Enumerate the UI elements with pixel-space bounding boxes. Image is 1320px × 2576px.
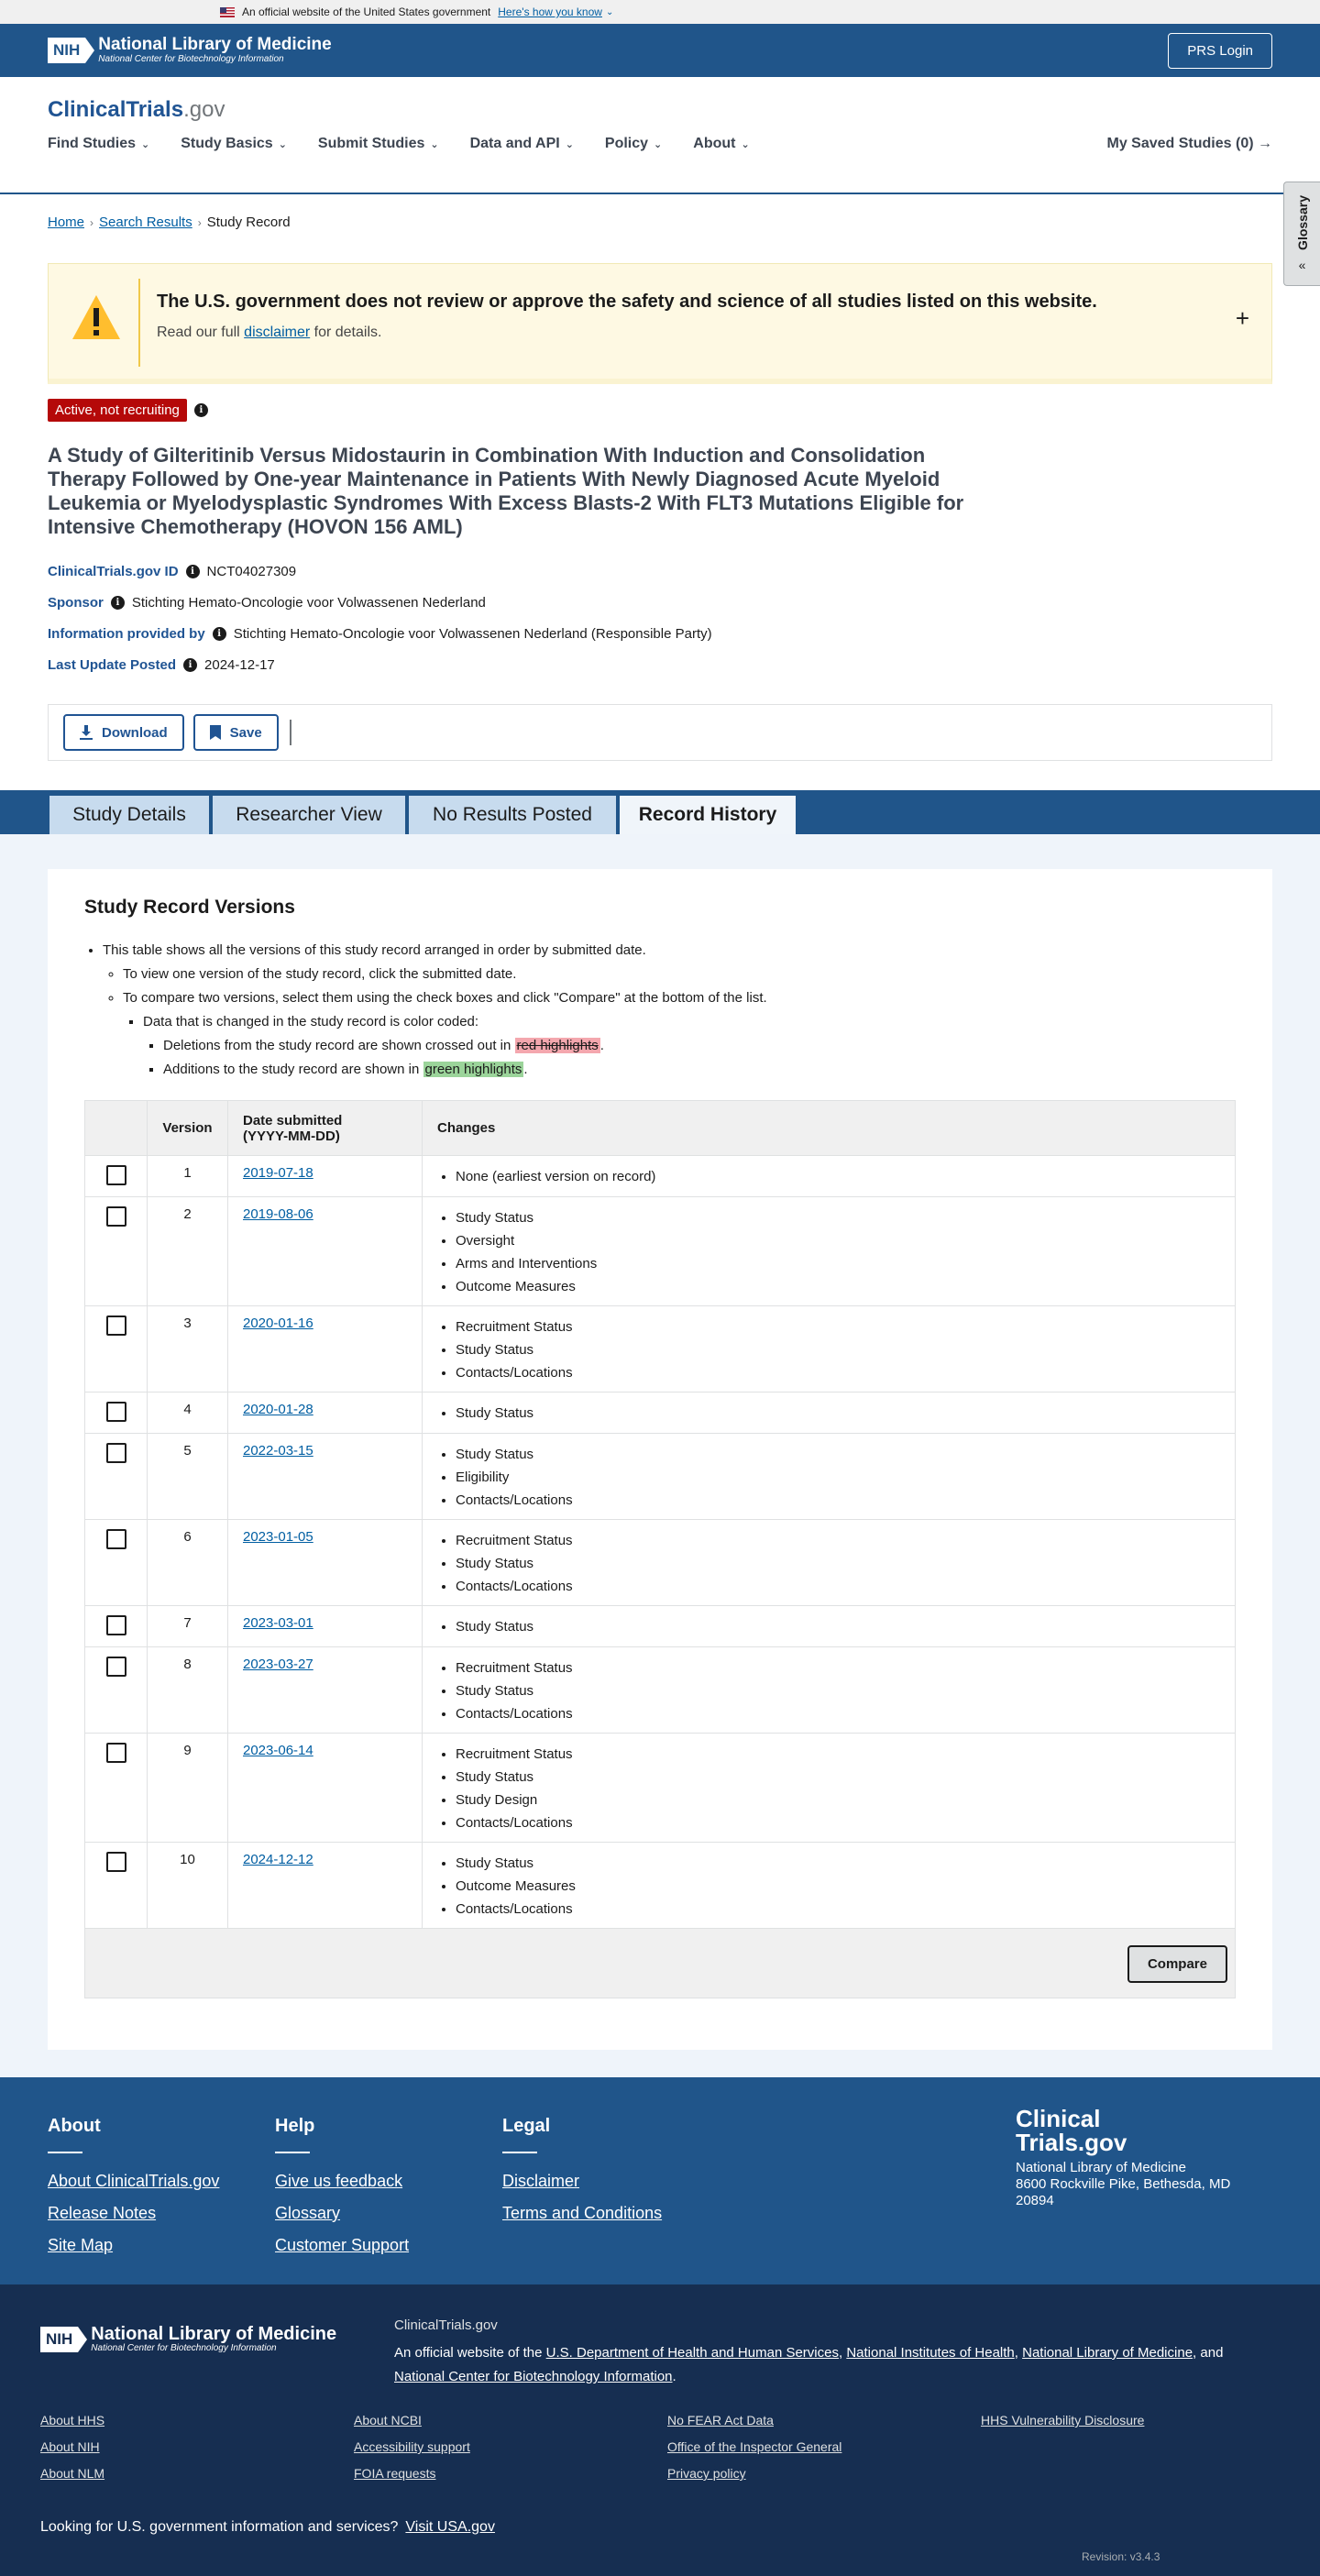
warning-icon bbox=[71, 292, 122, 343]
version-number: 1 bbox=[148, 1156, 228, 1197]
change-item: • None (earliest version on record) bbox=[456, 1165, 1220, 1188]
ctgov-logo[interactable]: ClinicalTrials.gov bbox=[48, 97, 226, 122]
study-status bbox=[48, 399, 1320, 422]
ncbi-subtitle: National Center for Biotechnology Information bbox=[98, 54, 284, 64]
nav-item-study-basics[interactable]: Study Basics ⌄ bbox=[181, 136, 287, 151]
table-row bbox=[85, 1734, 1236, 1843]
meta-label: ClinicalTrials.gov ID bbox=[48, 563, 179, 579]
study-actions bbox=[48, 704, 1272, 761]
change-item: • Contacts/Locations bbox=[456, 1898, 1220, 1921]
version-number: 8 bbox=[148, 1647, 228, 1734]
change-item: • Study Status bbox=[456, 1852, 1220, 1875]
chevron-down-icon[interactable]: ⌄ bbox=[605, 6, 614, 17]
versions-card bbox=[48, 869, 1272, 2050]
nav-item-data-and-api[interactable]: Data and API ⌄ bbox=[469, 136, 574, 151]
footer-link[interactable]: About HHS bbox=[40, 2413, 105, 2427]
version-checkbox[interactable] bbox=[106, 1165, 126, 1185]
change-item: • Contacts/Locations bbox=[456, 1811, 1220, 1834]
change-item: • Contacts/Locations bbox=[456, 1361, 1220, 1384]
change-item: • Study Status bbox=[456, 1443, 1220, 1466]
gov-banner bbox=[0, 0, 1320, 24]
col-version: Version bbox=[148, 1101, 228, 1156]
footer-link[interactable]: Give us feedback bbox=[275, 2172, 403, 2190]
instructions-list bbox=[84, 939, 1236, 1082]
version-number: 4 bbox=[148, 1393, 228, 1434]
table-row bbox=[85, 1520, 1236, 1606]
table-row bbox=[85, 1393, 1236, 1434]
nih-logo-mark: NIH bbox=[48, 38, 85, 63]
table-row bbox=[85, 1843, 1236, 1929]
footer-link[interactable]: Accessibility support bbox=[354, 2439, 470, 2454]
meta-value: 2024-12-17 bbox=[204, 656, 275, 673]
disclaimer-link[interactable]: disclaimer bbox=[244, 325, 311, 340]
footer-link[interactable]: Glossary bbox=[275, 2204, 341, 2222]
nlm-logo[interactable] bbox=[48, 36, 332, 65]
instruction-item: ▪ Deletions from the study record are shown crossed out in red highlights . bbox=[163, 1034, 1236, 1058]
change-item: • Study Status bbox=[456, 1552, 1220, 1575]
chevron-down-icon: ⌄ bbox=[654, 138, 663, 150]
footer-nlm-logo[interactable]: NIH National Library of Medicine National Center for Biotechnology Information bbox=[40, 2325, 336, 2354]
version-checkbox[interactable] bbox=[106, 1852, 126, 1872]
table-row bbox=[85, 1647, 1236, 1734]
footer-link[interactable]: Office of the Inspector General bbox=[667, 2439, 842, 2454]
chevron-double-left-icon: « bbox=[1298, 257, 1306, 272]
nav-item-policy[interactable]: Policy ⌄ bbox=[604, 136, 663, 151]
site-footer bbox=[0, 2077, 1320, 2284]
alert-text: Read our full disclaimer for details. bbox=[157, 325, 382, 340]
ncbi-link[interactable]: National Center for Biotechnology Information bbox=[394, 2369, 673, 2384]
alert-title: The U.S. government does not review or approve the safety and science of all studies listed on this website. bbox=[157, 292, 1097, 312]
version-checkbox[interactable] bbox=[106, 1657, 126, 1677]
nlm-footer bbox=[0, 2284, 1320, 2576]
bookmark-icon bbox=[210, 725, 221, 740]
change-item: • Study Design bbox=[456, 1789, 1220, 1811]
glossary-tab[interactable] bbox=[1283, 182, 1320, 286]
red-highlight-sample: red highlights bbox=[516, 1038, 599, 1053]
change-item: • Recruitment Status bbox=[456, 1657, 1220, 1679]
footer-link[interactable]: About NLM bbox=[40, 2466, 105, 2481]
version-number: 3 bbox=[148, 1306, 228, 1393]
tab-no-results-posted[interactable]: No Results Posted bbox=[407, 794, 618, 834]
footer-link[interactable]: Privacy policy bbox=[667, 2466, 746, 2481]
change-item: • Study Status bbox=[456, 1402, 1220, 1425]
version-date-link[interactable]: 2023-03-01 bbox=[243, 1615, 314, 1631]
change-item: • Study Status bbox=[456, 1679, 1220, 1702]
instruction-item: ▪ Data that is changed in the study record is color coded: bbox=[143, 1010, 1236, 1034]
meta-label: Last Update Posted bbox=[48, 656, 177, 673]
footer-brand: Clinical Trials.gov National Library of Medicine 8600 Rockville Pike, Bethesda, MD 20894 bbox=[1016, 2105, 1231, 2208]
instruction-item: ◦ To view one version of the study record, click the submitted date. bbox=[123, 963, 1236, 986]
meta-row bbox=[48, 618, 1320, 649]
footer-link[interactable]: Terms and Conditions bbox=[502, 2204, 663, 2222]
change-item: • Study Status bbox=[456, 1615, 1220, 1638]
footer-link[interactable]: HHS Vulnerability Disclosure bbox=[981, 2413, 1145, 2427]
change-item: • Arms and Interventions bbox=[456, 1252, 1220, 1275]
revision-text: Revision: v3.4.3 bbox=[1082, 2550, 1160, 2563]
study-meta bbox=[48, 556, 1320, 680]
footer-link[interactable]: Site Map bbox=[48, 2236, 114, 2254]
nav-item-submit-studies[interactable]: Submit Studies ⌄ bbox=[317, 136, 439, 151]
change-item: • Recruitment Status bbox=[456, 1743, 1220, 1766]
version-date-link[interactable]: 2023-01-05 bbox=[243, 1529, 314, 1545]
study-title: A Study of Gilteritinib Versus Midostaurin in Combination With Induction and Consolidation Therapy Followed by One-year Maintenance in Patients With Newly Diagnosed Acute Myeloid Leukemia or Myelodysplastic Syndromes With Excess Blasts-2 With FLT3 Mutations Eligible for Intensive Chemotherapy (HOVON 156 AML) bbox=[48, 444, 964, 538]
disclaimer-alert bbox=[48, 263, 1272, 384]
footer-link[interactable]: About NCBI bbox=[354, 2413, 422, 2427]
version-checkbox[interactable] bbox=[106, 1529, 126, 1549]
nav-item-find-studies[interactable]: Find Studies ⌄ bbox=[48, 136, 150, 151]
instruction-item: ▪ Additions to the study record are shown in green highlights . bbox=[163, 1058, 1236, 1082]
status-badge: Active, not recruiting bbox=[48, 399, 187, 422]
footer-link[interactable]: About NIH bbox=[40, 2439, 100, 2454]
chevron-down-icon: ⌄ bbox=[741, 138, 750, 150]
nav-item-about[interactable]: About ⌄ bbox=[693, 136, 750, 151]
usa-gov-line: Looking for U.S. government information and services? Visit USA.gov bbox=[40, 2519, 495, 2535]
tab-researcher-view[interactable]: Researcher View bbox=[211, 794, 407, 834]
footer-link[interactable]: Customer Support bbox=[275, 2236, 410, 2254]
instruction-item: • This table shows all the versions of this study record arranged in order by submitted date. bbox=[103, 939, 1236, 963]
version-checkbox[interactable] bbox=[106, 1316, 126, 1336]
change-item: • Oversight bbox=[456, 1229, 1220, 1252]
footer-links bbox=[40, 2411, 1280, 2483]
footer-logo[interactable]: Clinical Trials.gov bbox=[1016, 2105, 1128, 2156]
footer-ct-name: ClinicalTrials.gov bbox=[394, 2317, 498, 2333]
instruction-item: ◦ To compare two versions, select them using the check boxes and click "Compare" at the bottom of the list. bbox=[123, 986, 1236, 1010]
footer-help: Help Give us feedback Glossary Customer Support bbox=[275, 2116, 410, 2254]
saved-studies-link[interactable]: My Saved Studies (0) → bbox=[1106, 136, 1272, 151]
version-checkbox[interactable] bbox=[106, 1443, 126, 1463]
compare-button[interactable]: Compare bbox=[1128, 1945, 1227, 1983]
chevron-right-icon: › bbox=[197, 215, 202, 229]
version-number: 5 bbox=[148, 1434, 228, 1520]
footer-link[interactable]: Disclaimer bbox=[502, 2172, 580, 2190]
change-item: • Outcome Measures bbox=[456, 1275, 1220, 1298]
version-checkbox[interactable] bbox=[106, 1402, 126, 1422]
change-item: • Contacts/Locations bbox=[456, 1575, 1220, 1598]
meta-row bbox=[48, 587, 1320, 618]
footer-link[interactable]: FOIA requests bbox=[354, 2466, 436, 2481]
footer-legal: Legal Disclaimer Terms and Conditions bbox=[502, 2116, 663, 2222]
version-date-link[interactable]: 2024-12-12 bbox=[243, 1852, 314, 1867]
gov-banner-text: An official website of the United States government bbox=[242, 6, 491, 18]
col-changes: Changes bbox=[423, 1101, 1236, 1156]
breadcrumb-search-results[interactable]: Search Results bbox=[99, 215, 192, 230]
change-item: • Study Status bbox=[456, 1338, 1220, 1361]
version-date-link[interactable]: 2020-01-28 bbox=[243, 1402, 314, 1417]
version-checkbox[interactable] bbox=[106, 1615, 126, 1635]
version-number: 6 bbox=[148, 1520, 228, 1606]
meta-label: Sponsor bbox=[48, 594, 104, 611]
info-icon[interactable]: i bbox=[186, 565, 200, 578]
footer-link[interactable]: Release Notes bbox=[48, 2204, 157, 2222]
how-you-know-link[interactable]: Here's how you know bbox=[498, 6, 602, 18]
version-checkbox[interactable] bbox=[106, 1206, 126, 1227]
table-row bbox=[85, 1197, 1236, 1306]
hhs-link[interactable]: U.S. Department of Health and Human Services bbox=[545, 2345, 839, 2361]
change-item: • Contacts/Locations bbox=[456, 1489, 1220, 1512]
expand-plus-icon[interactable]: + bbox=[1235, 304, 1249, 332]
version-date-link[interactable]: 2023-03-27 bbox=[243, 1657, 314, 1672]
prs-login-button[interactable]: PRS Login bbox=[1168, 33, 1272, 69]
version-date-link[interactable]: 2019-07-18 bbox=[243, 1165, 314, 1181]
record-history-content bbox=[0, 834, 1320, 2077]
chevron-down-icon: ⌄ bbox=[565, 138, 574, 150]
glossary-label: Glossary bbox=[1294, 195, 1310, 250]
change-item: • Recruitment Status bbox=[456, 1529, 1220, 1552]
chevron-down-icon: ⌄ bbox=[141, 138, 150, 150]
nih-link[interactable]: National Institutes of Health bbox=[846, 2345, 1015, 2361]
meta-value: NCT04027309 bbox=[206, 563, 297, 579]
version-number: 9 bbox=[148, 1734, 228, 1843]
download-button[interactable]: Download bbox=[63, 714, 184, 751]
version-date-link[interactable]: 2022-03-15 bbox=[243, 1443, 314, 1459]
version-number: 2 bbox=[148, 1197, 228, 1306]
footer-about: About About ClinicalTrials.gov Release Notes Site Map bbox=[48, 2116, 220, 2254]
versions-heading: Study Record Versions bbox=[84, 897, 295, 918]
us-flag-icon bbox=[220, 7, 235, 17]
change-item: • Eligibility bbox=[456, 1466, 1220, 1489]
nlm-link[interactable]: National Library of Medicine bbox=[1022, 2345, 1194, 2361]
meta-row bbox=[48, 556, 1320, 587]
study-tabs bbox=[0, 790, 1320, 834]
info-icon[interactable]: i bbox=[183, 658, 197, 672]
footer-link bbox=[981, 2464, 1280, 2483]
footer-link[interactable]: About ClinicalTrials.gov bbox=[48, 2172, 220, 2190]
table-row bbox=[85, 1434, 1236, 1520]
info-icon[interactable]: i bbox=[194, 403, 208, 417]
table-row bbox=[85, 1156, 1236, 1197]
version-checkbox[interactable] bbox=[106, 1743, 126, 1763]
arrow-right-icon: → bbox=[1258, 136, 1272, 151]
version-date-link[interactable]: 2019-08-06 bbox=[243, 1206, 314, 1222]
chevron-right-icon: › bbox=[90, 215, 94, 229]
info-icon[interactable]: i bbox=[213, 627, 226, 641]
change-item: • Outcome Measures bbox=[456, 1875, 1220, 1898]
change-item: • Study Status bbox=[456, 1206, 1220, 1229]
meta-value: Stichting Hemato-Oncologie voor Volwassenen Nederland bbox=[131, 594, 486, 611]
green-highlight-sample: green highlights bbox=[424, 1062, 522, 1077]
tab-record-history[interactable]: Record History bbox=[618, 794, 798, 834]
info-icon[interactable]: i bbox=[111, 596, 125, 610]
nav-menu bbox=[48, 136, 781, 152]
chevron-down-icon: ⌄ bbox=[430, 138, 439, 150]
version-number: 10 bbox=[148, 1843, 228, 1929]
change-item: • Study Status bbox=[456, 1766, 1220, 1789]
meta-row bbox=[48, 649, 1320, 680]
version-date-link[interactable]: 2023-06-14 bbox=[243, 1743, 314, 1758]
usa-gov-link[interactable]: Visit USA.gov bbox=[405, 2519, 495, 2535]
nlm-title: National Library of Medicine bbox=[98, 35, 332, 54]
tab-study-details[interactable]: Study Details bbox=[48, 794, 211, 834]
breadcrumb-home[interactable]: Home bbox=[48, 215, 85, 230]
breadcrumb bbox=[48, 215, 1320, 230]
table-row bbox=[85, 1606, 1236, 1647]
change-item: • Contacts/Locations bbox=[456, 1702, 1220, 1725]
nih-header bbox=[0, 24, 1320, 77]
download-icon bbox=[80, 725, 93, 740]
change-item: • Recruitment Status bbox=[456, 1316, 1220, 1338]
version-date-link[interactable]: 2020-01-16 bbox=[243, 1316, 314, 1331]
version-number: 7 bbox=[148, 1606, 228, 1647]
main-nav bbox=[0, 77, 1320, 194]
save-button[interactable]: Save bbox=[193, 714, 279, 751]
col-date: Date submitted (YYYY-MM-DD) bbox=[228, 1101, 423, 1156]
chevron-down-icon: ⌄ bbox=[278, 138, 287, 150]
table-row bbox=[85, 1306, 1236, 1393]
breadcrumb-current: Study Record bbox=[206, 215, 291, 230]
footer-link[interactable]: No FEAR Act Data bbox=[667, 2413, 774, 2427]
versions-table bbox=[84, 1100, 1236, 1998]
meta-label: Information provided by bbox=[48, 625, 205, 642]
footer-link bbox=[981, 2438, 1280, 2457]
official-website-text: An official website of the U.S. Department of Health and Human Services, National Institutes of Health, National Library of Medicine, and National Center for Biotechnology Information. bbox=[394, 2345, 1224, 2384]
meta-value: Stichting Hemato-Oncologie voor Volwassenen Nederland (Responsible Party) bbox=[233, 625, 712, 642]
